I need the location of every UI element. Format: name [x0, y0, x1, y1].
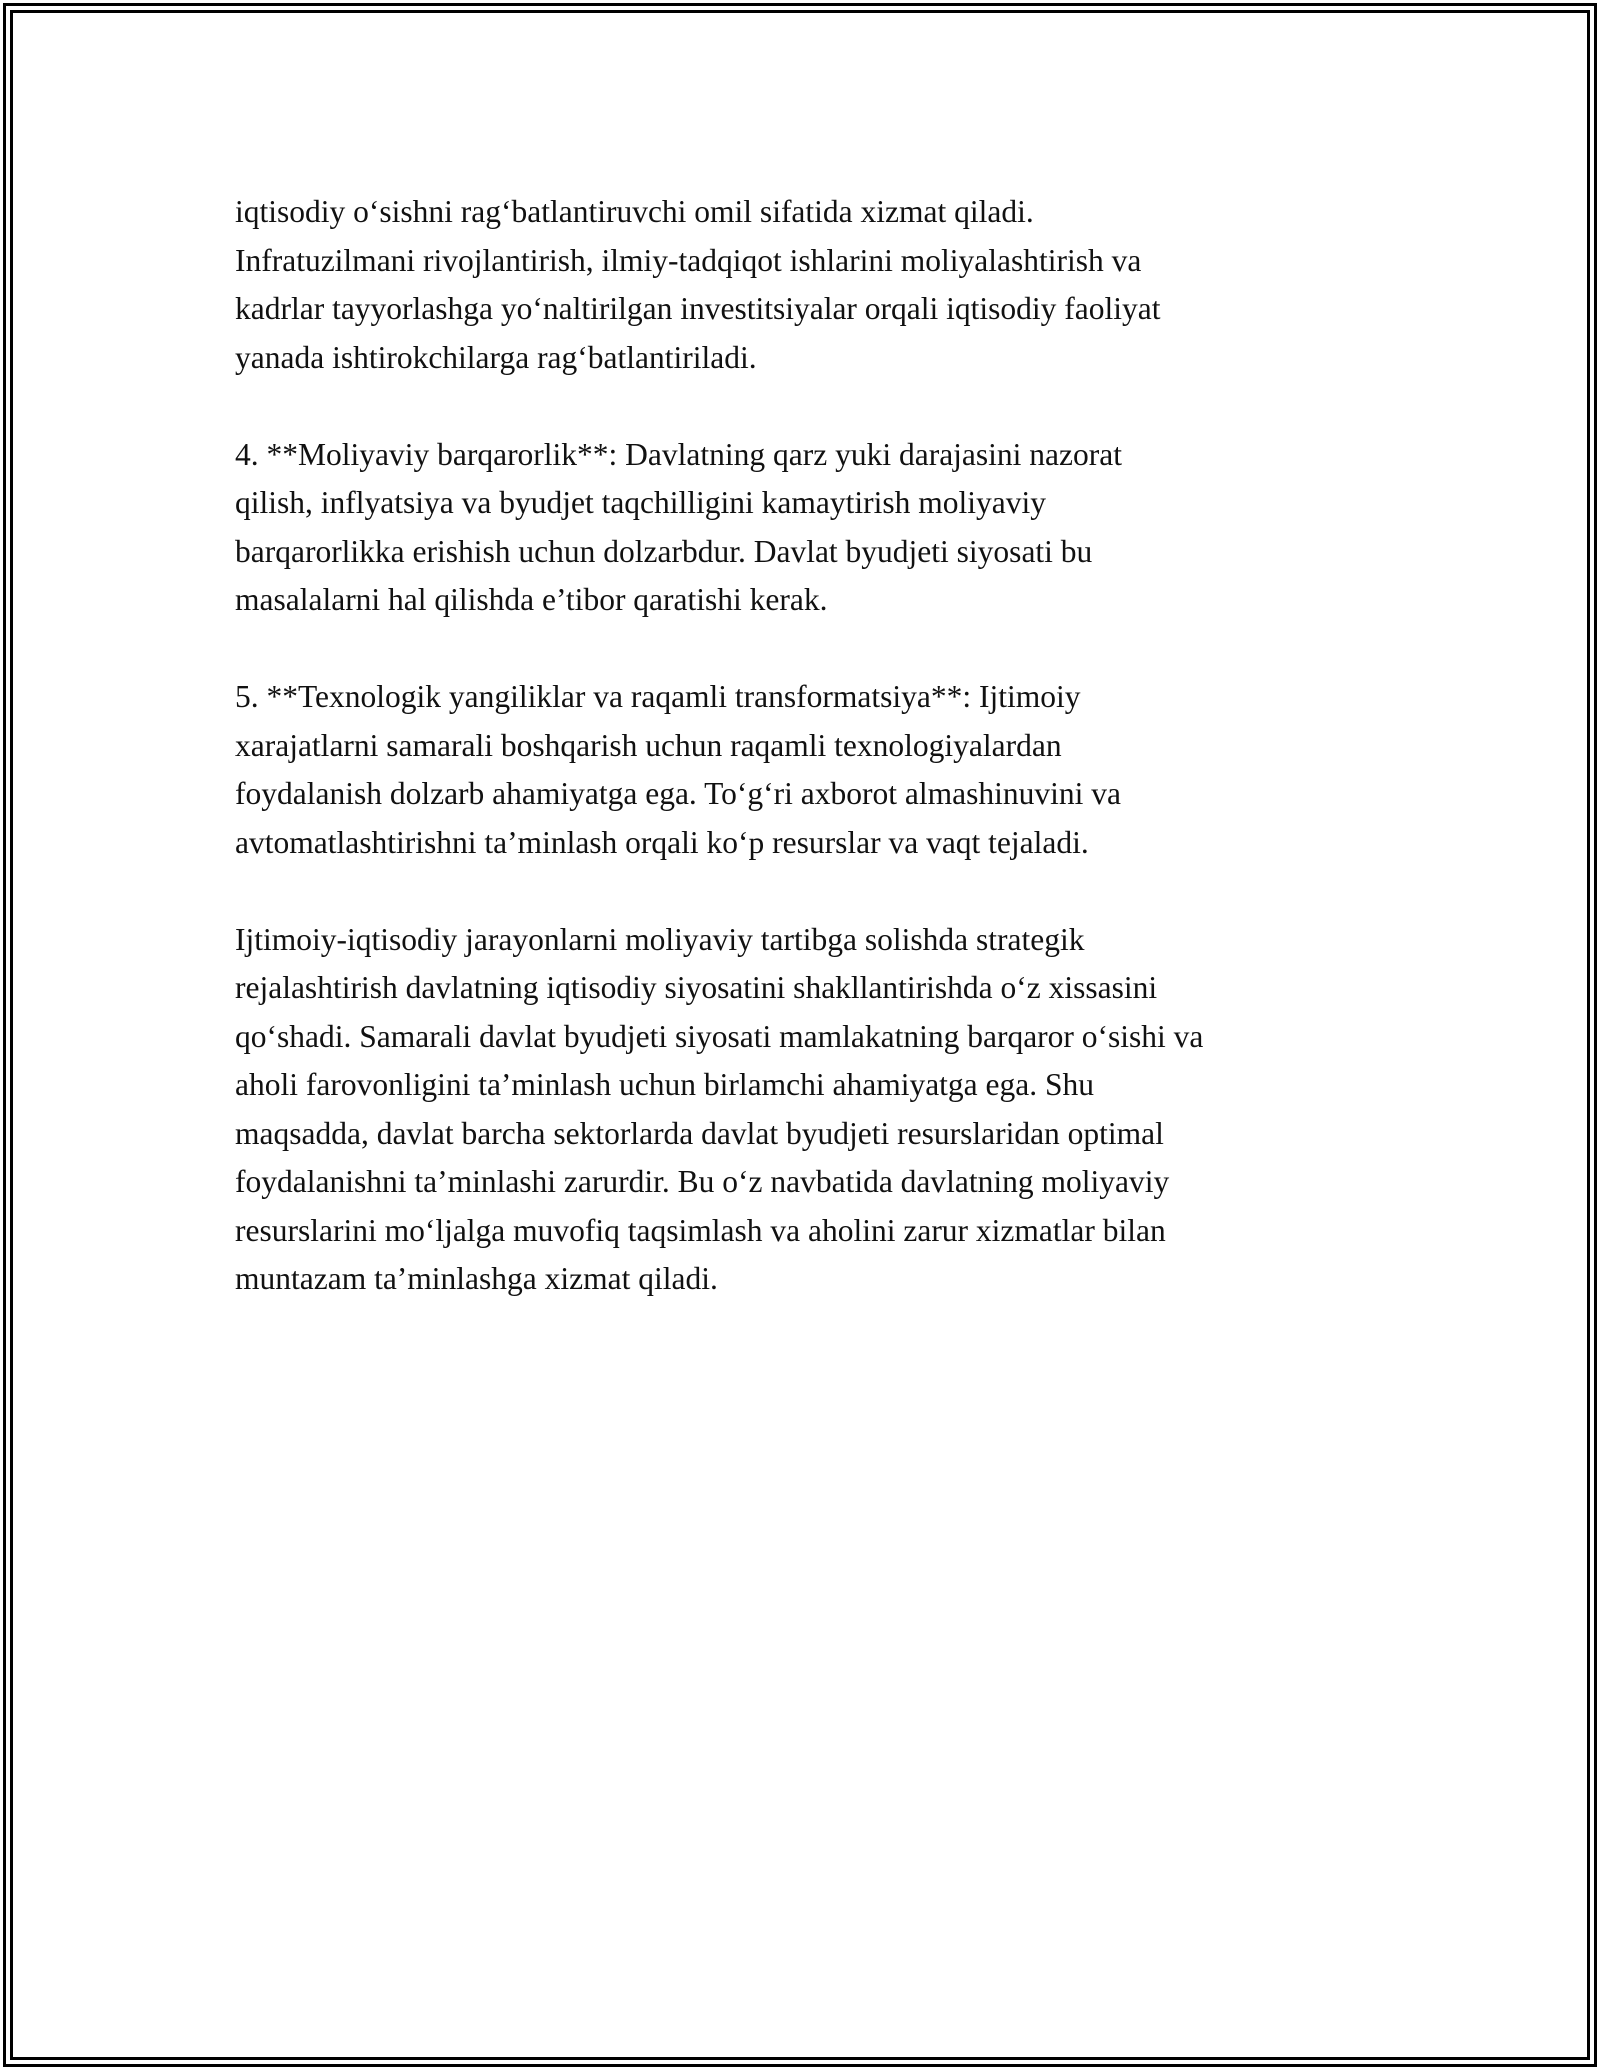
paragraph-conclusion: [235, 916, 1395, 1304]
text-line: foydalanishni ta’minlashi zarurdir. Bu o‘z navbatida davlatning moliyaviy: [235, 1164, 1170, 1199]
text-line: qilish, inflyatsiya va byudjet taqchilligini kamaytirish moliyaviy: [235, 485, 1047, 520]
text-line: muntazam ta’minlashga xizmat qiladi.: [235, 1261, 718, 1296]
text-line: iqtisodiy o‘sishni rag‘batlantiruvchi omil sifatida xizmat qiladi.: [235, 194, 1034, 229]
paragraph-investment: [235, 188, 1395, 382]
text-line: resurslarini mo‘ljalga muvofiq taqsimlash va aholini zarur xizmatlar bilan: [235, 1212, 1166, 1248]
text-line: Infratuzilmani rivojlantirish, ilmiy-tadqiqot ishlarini moliyalashtirish va: [235, 242, 1142, 278]
text-line: aholi farovonligini ta’minlash uchun birlamchi ahamiyatga ega. Shu: [235, 1067, 1095, 1102]
paragraph-financial-stability: [235, 431, 1395, 625]
text-line: masalalarni hal qilishda e’tibor qaratishi kerak.: [235, 582, 828, 617]
text-line: 4. **Moliyaviy barqarorlik**: Davlatning qarz yuki darajasini nazorat: [235, 436, 1122, 472]
document-body: [235, 188, 1395, 1352]
text-line: qo‘shadi. Samarali davlat byudjeti siyosati mamlakatning barqaror o‘sishi va: [235, 1018, 1204, 1054]
text-line: maqsadda, davlat barcha sektorlarda davlat byudjeti resurslaridan optimal: [235, 1115, 1164, 1151]
text-line: yanada ishtirokchilarga rag‘batlantiriladi.: [235, 339, 757, 375]
text-line: kadrlar tayyorlashga yo‘naltirilgan investitsiyalar orqali iqtisodiy faoliyat: [235, 291, 1161, 326]
text-line: foydalanish dolzarb ahamiyatga ega. To‘g‘ri axborot almashinuvini va: [235, 776, 1121, 811]
text-line: Ijtimoiy-iqtisodiy jarayonlarni moliyaviy tartibga solishda strategik: [235, 921, 1085, 957]
text-line: avtomatlashtirishni ta’minlash orqali ko‘p resurslar va vaqt tejaladi.: [235, 824, 1089, 860]
text-line: barqarorlikka erishish uchun dolzarbdur. Davlat byudjeti siyosati bu: [235, 533, 1093, 569]
paragraph-technology: [235, 673, 1395, 867]
text-line: 5. **Texnologik yangiliklar va raqamli transformatsiya**: Ijtimoiy: [235, 679, 1081, 714]
text-line: xarajatlarni samarali boshqarish uchun raqamli texnologiyalardan: [235, 727, 1062, 763]
text-line: rejalashtirish davlatning iqtisodiy siyosatini shakllantirishda o‘z xissasini: [235, 970, 1158, 1005]
